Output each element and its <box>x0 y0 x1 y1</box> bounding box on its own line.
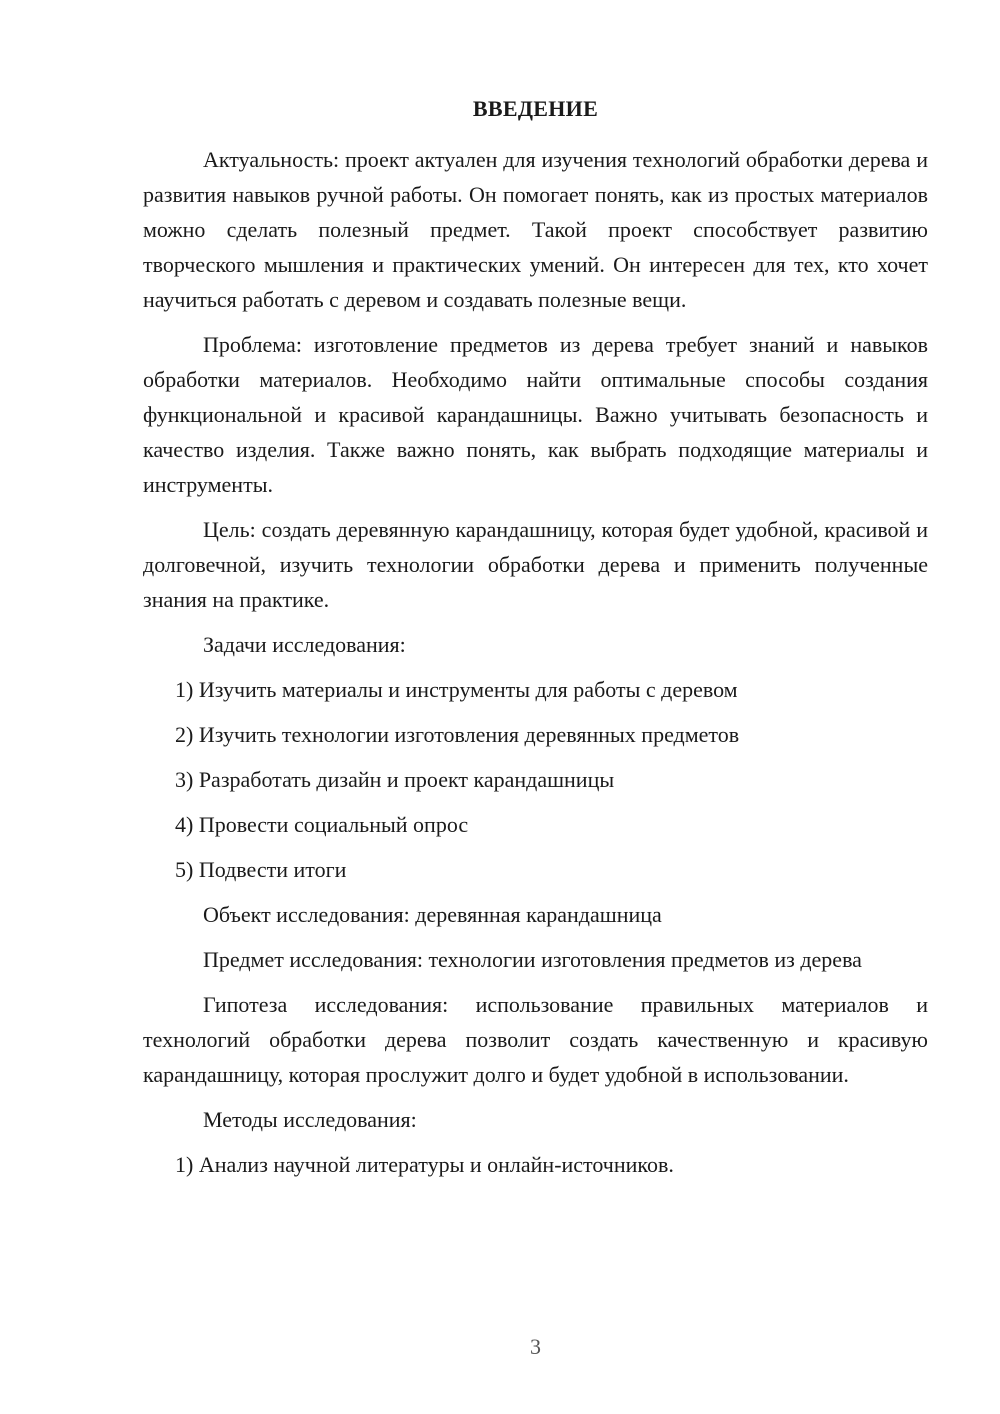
task-item-3: 3) Разработать дизайн и проект карандашницы <box>175 767 615 792</box>
subject-paragraph: Предмет исследования: технологии изготовления предметов из дерева <box>203 947 862 972</box>
task-item-1: 1) Изучить материалы и инструменты для работы с деревом <box>175 677 738 702</box>
problem-paragraph: Проблема: изготовление предметов из дерева требует знаний и навыков обработки материалов. Необходимо найти оптимальные способы создания функциональной и красивой карандашницы. Важно учитывать безопасность и качество изделия. Также важно понять, как выбрать подходящие материалы и инструменты. <box>143 332 928 497</box>
task-item-2: 2) Изучить технологии изготовления деревянных предметов <box>175 722 740 747</box>
tasks-title: Задачи исследования: <box>203 632 406 657</box>
method-item-1: 1) Анализ научной литературы и онлайн-источников. <box>175 1152 674 1177</box>
task-item-5: 5) Подвести итоги <box>175 857 347 882</box>
page-number: 3 <box>530 1334 541 1359</box>
document-page <box>143 0 928 1414</box>
object-line: Объект исследования: деревянная карандашница <box>203 902 662 927</box>
document-body <box>143 142 928 1192</box>
section-heading: ВВЕДЕНИЕ <box>472 96 599 121</box>
methods-title: Методы исследования: <box>203 1107 417 1132</box>
hypothesis-paragraph: Гипотеза исследования: использование правильных материалов и технологий обработки дерева позволит создать качественную и красивую карандашницу, которая прослужит долго и будет удобной в использовании. <box>143 992 928 1087</box>
task-item-4: 4) Провести социальный опрос <box>175 812 469 837</box>
relevance-paragraph: Актуальность: проект актуален для изучения технологий обработки дерева и развития навыков ручной работы. Он помогает понять, как из простых материалов можно сделать полезный предмет. Такой проект способствует развитию творческого мышления и практических умений. Он интересен для тех, кто хочет научиться работать с деревом и создавать полезные вещи. <box>143 147 928 312</box>
goal-paragraph: Цель: создать деревянную карандашницу, которая будет удобной, красивой и долговечной, изучить технологии обработки дерева и применить полученные знания на практике. <box>143 517 928 612</box>
